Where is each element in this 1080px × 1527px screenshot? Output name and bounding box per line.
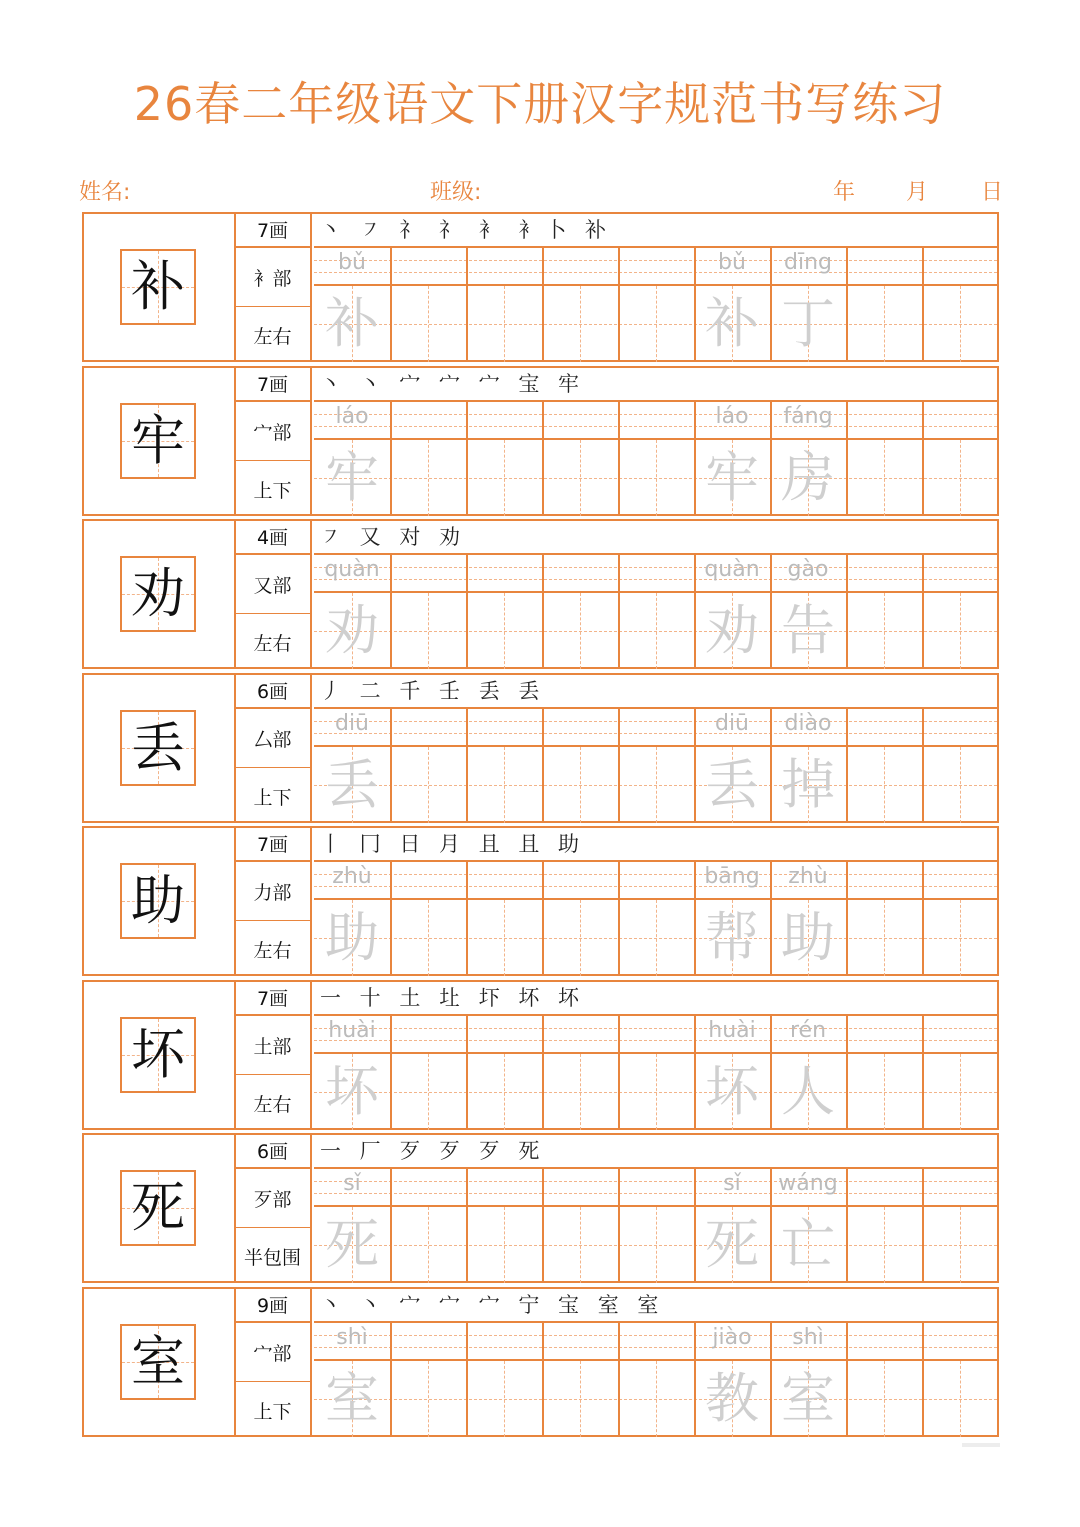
radical: 又部 (235, 555, 310, 614)
pinyin-label: dīng (784, 250, 832, 275)
grid-column-line (846, 402, 848, 516)
stroke-count: 7画 (235, 984, 310, 1016)
info-column (235, 1133, 312, 1283)
grid-dash-line (884, 900, 885, 976)
grid-dash-line (884, 1361, 885, 1437)
grid-dash-line (580, 593, 581, 669)
stroke-count: 9画 (235, 1291, 310, 1323)
grid-dash-line (960, 747, 961, 823)
year-label: 年 (833, 180, 856, 205)
stroke-count: 7画 (235, 830, 310, 862)
trace-character: 掉 (781, 752, 835, 816)
grid-column-line (390, 709, 392, 823)
structure: 上下 (253, 786, 292, 809)
trace-character: 劝 (325, 599, 379, 662)
stroke-order-row (314, 212, 997, 248)
pinyin-label: diào (784, 710, 832, 736)
grid-column-line (542, 555, 544, 669)
stroke-order-row (314, 980, 997, 1016)
practice-sheet (82, 211, 999, 1439)
pinyin-row (314, 709, 997, 747)
grid-dash-line (504, 900, 505, 976)
radical: 宀部 (235, 402, 310, 461)
structure: 上下 (253, 1400, 292, 1423)
grid-column-line (618, 402, 620, 516)
char-box (120, 710, 196, 786)
grid-dash-line (428, 1054, 429, 1130)
grid-column-line (618, 709, 620, 823)
pinyin-label: quàn (324, 557, 380, 582)
char-box (120, 1017, 196, 1093)
stroke-order: ㇇ 又 对 劝 (320, 525, 467, 549)
grid-dash-line (960, 286, 961, 362)
stroke-order-row (314, 1287, 997, 1323)
pinyin-label: rén (789, 1017, 827, 1043)
grid-column-line (542, 862, 544, 976)
main-character: 死 (131, 1176, 185, 1239)
char-box (120, 863, 196, 939)
pinyin-row (314, 402, 997, 440)
grid-column-line (542, 248, 544, 362)
trace-character: 死 (705, 1213, 759, 1276)
pinyin-label: jiào (712, 1324, 752, 1350)
stroke-count: 6画 (235, 1137, 310, 1169)
char-cell (82, 212, 236, 362)
pinyin-label: sǐ (343, 1171, 361, 1196)
pinyin-label: zhù (788, 864, 828, 889)
grid-dash-line (428, 286, 429, 362)
char-block (82, 672, 999, 826)
main-character: 丢 (131, 715, 185, 779)
info-column (235, 673, 312, 823)
char-block (82, 1286, 999, 1440)
char-cell (82, 519, 236, 669)
char-box (120, 556, 196, 632)
stroke-order: 丨 冂 日 月 且 且 助 (320, 832, 586, 856)
grid-dash-line (580, 747, 581, 823)
grid-column-line (390, 1016, 392, 1130)
stroke-order-row (314, 519, 997, 555)
grid-column-line (542, 709, 544, 823)
grid-column-line (846, 1169, 848, 1283)
char-box (120, 249, 196, 325)
trace-character: 人 (781, 1059, 835, 1123)
info-column (235, 212, 312, 362)
grid-column-line (466, 1016, 468, 1130)
grid-column-line (846, 555, 848, 669)
grid-column-line (922, 1323, 924, 1437)
grid-column-line (542, 1169, 544, 1283)
grid-dash-line (884, 593, 885, 669)
stroke-order: 一 厂 歹 歹 歹 死 (320, 1139, 546, 1163)
char-block (82, 825, 999, 979)
pinyin-label: sǐ (723, 1171, 741, 1196)
trace-character: 告 (781, 599, 835, 662)
pinyin-label: zhù (332, 864, 372, 889)
stroke-order-row (314, 366, 997, 402)
char-cell (82, 980, 236, 1130)
radical: 土部 (235, 1016, 310, 1075)
grid-dash-line (504, 1361, 505, 1437)
grid-dash-line (428, 440, 429, 516)
pinyin-row (314, 862, 997, 900)
grid-dash-line (656, 1361, 657, 1437)
page-mark (962, 1443, 1000, 1447)
pinyin-label: wáng (778, 1171, 838, 1196)
stroke-order: 一 十 土 圵 圷 坏 坏 (320, 985, 586, 1010)
grid-dash-line (428, 1361, 429, 1437)
pinyin-row (314, 1323, 997, 1361)
main-character: 坏 (131, 1022, 185, 1086)
pinyin-label: bāng (704, 864, 760, 889)
stroke-order-row (314, 826, 997, 862)
grid-column-line (618, 1169, 620, 1283)
pinyin-label: láo (335, 403, 369, 429)
radical: 衤部 (235, 248, 310, 307)
grid-column-line (922, 709, 924, 823)
grid-column-line (846, 1323, 848, 1437)
grid-dash-line (656, 286, 657, 362)
pinyin-label: fáng (783, 403, 833, 429)
grid-column-line (846, 709, 848, 823)
pinyin-row (314, 1016, 997, 1054)
stroke-order: 丿 二 千 壬 丢 丢 (320, 678, 546, 703)
grid-column-line (390, 1169, 392, 1283)
trace-character: 劝 (705, 599, 759, 662)
char-block (82, 518, 999, 672)
structure: 左右 (253, 940, 292, 962)
structure: 左右 (253, 1093, 292, 1116)
char-box (120, 1324, 196, 1400)
grid-dash-line (504, 440, 505, 516)
grid-dash-line (428, 593, 429, 669)
trace-character: 帮 (705, 906, 759, 969)
char-cell (82, 1287, 236, 1437)
stroke-count: 6画 (235, 677, 310, 709)
trace-character: 助 (325, 906, 379, 969)
stroke-order-row (314, 673, 997, 709)
grid-column-line (466, 555, 468, 669)
grid-column-line (922, 402, 924, 516)
grid-column-line (390, 248, 392, 362)
pinyin-label: diū (714, 710, 750, 736)
pinyin-row (314, 248, 997, 286)
grid-column-line (466, 402, 468, 516)
stroke-count: 4画 (235, 523, 310, 555)
radical: 厶部 (235, 709, 310, 768)
grid-column-line (390, 862, 392, 976)
trace-character: 补 (705, 292, 759, 355)
grid-dash-line (428, 900, 429, 976)
main-character: 室 (131, 1329, 185, 1393)
trace-character: 丁 (781, 292, 835, 355)
info-column (235, 519, 312, 669)
trace-character: 补 (325, 292, 379, 355)
grid-column-line (390, 1323, 392, 1437)
grid-dash-line (580, 1054, 581, 1130)
grid-dash-line (580, 286, 581, 362)
grid-column-line (542, 1323, 544, 1437)
trace-character: 丢 (325, 752, 379, 816)
grid-dash-line (580, 1361, 581, 1437)
info-column (235, 366, 312, 516)
grid-column-line (618, 1016, 620, 1130)
stroke-count: 7画 (235, 370, 310, 402)
grid-column-line (846, 862, 848, 976)
grid-column-line (390, 402, 392, 516)
pinyin-label: bǔ (718, 250, 746, 275)
month-label: 月 (906, 180, 929, 205)
grid-dash-line (960, 593, 961, 669)
grid-dash-line (656, 1207, 657, 1283)
char-cell (82, 673, 236, 823)
grid-dash-line (656, 593, 657, 669)
char-box (120, 403, 196, 479)
main-character: 助 (131, 869, 185, 932)
pinyin-label: shì (336, 1324, 368, 1350)
pinyin-label: huài (708, 1017, 756, 1043)
char-cell (82, 826, 236, 976)
grid-dash-line (884, 747, 885, 823)
grid-dash-line (884, 440, 885, 516)
info-column (235, 1287, 312, 1437)
stroke-order: 丶 丶 宀 宀 宀 宁 宝 室 室 (320, 1292, 665, 1317)
page-title: 26春二年级语文下册汉字规范书写练习 (133, 77, 947, 131)
grid-dash-line (884, 1207, 885, 1283)
day-label: 日 (981, 180, 1004, 205)
trace-character: 坏 (705, 1059, 759, 1123)
pinyin-label: bǔ (338, 250, 366, 275)
grid-dash-line (428, 1207, 429, 1283)
grid-dash-line (960, 1361, 961, 1437)
grid-dash-line (656, 1054, 657, 1130)
trace-character: 助 (781, 906, 835, 969)
main-character: 劝 (131, 562, 185, 625)
grid-column-line (618, 1323, 620, 1437)
grid-column-line (542, 1016, 544, 1130)
stroke-count: 7画 (235, 216, 310, 248)
grid-dash-line (960, 1054, 961, 1130)
grid-column-line (922, 862, 924, 976)
pinyin-label: shì (792, 1324, 824, 1350)
grid-column-line (466, 248, 468, 362)
trace-character: 房 (781, 445, 835, 509)
info-column (235, 826, 312, 976)
stroke-order: 丶 丶 宀 宀 宀 宝 牢 (320, 371, 586, 396)
grid-dash-line (504, 1054, 505, 1130)
grid-dash-line (656, 747, 657, 823)
grid-column-line (466, 1323, 468, 1437)
grid-column-line (542, 402, 544, 516)
structure: 左右 (253, 633, 292, 655)
pinyin-label: huài (328, 1017, 376, 1043)
grid-column-line (618, 248, 620, 362)
grid-column-line (618, 555, 620, 669)
pinyin-label: quàn (704, 557, 760, 582)
grid-dash-line (580, 900, 581, 976)
grid-dash-line (656, 900, 657, 976)
grid-column-line (618, 862, 620, 976)
char-cell (82, 1133, 236, 1283)
char-block (82, 365, 999, 519)
grid-column-line (466, 709, 468, 823)
char-block (82, 211, 999, 365)
pinyin-label: diū (334, 710, 370, 736)
char-box (120, 1170, 196, 1246)
structure: 半包围 (243, 1247, 301, 1269)
grid-column-line (846, 1016, 848, 1130)
grid-dash-line (884, 1054, 885, 1130)
char-cell (82, 366, 236, 516)
stroke-order: 丶 ㇇ 礻 礻 衤 衤卜 补 (320, 218, 613, 242)
pinyin-row (314, 1169, 997, 1207)
trace-character: 坏 (325, 1059, 379, 1123)
trace-character: 牢 (325, 445, 379, 509)
grid-dash-line (960, 440, 961, 516)
grid-column-line (466, 862, 468, 976)
grid-column-line (922, 1016, 924, 1130)
grid-column-line (922, 555, 924, 669)
grid-dash-line (960, 900, 961, 976)
trace-character: 室 (325, 1366, 379, 1430)
trace-character: 亡 (781, 1213, 835, 1276)
grid-column-line (846, 248, 848, 362)
name-label: 姓名: (79, 180, 131, 205)
grid-dash-line (580, 1207, 581, 1283)
grid-dash-line (656, 440, 657, 516)
info-column (235, 980, 312, 1130)
grid-dash-line (504, 286, 505, 362)
trace-character: 室 (781, 1366, 835, 1430)
radical: 歹部 (235, 1169, 310, 1228)
char-block (82, 1132, 999, 1286)
grid-column-line (922, 1169, 924, 1283)
char-block (82, 979, 999, 1133)
radical: 宀部 (235, 1323, 310, 1382)
grid-dash-line (960, 1207, 961, 1283)
grid-column-line (922, 248, 924, 362)
grid-dash-line (504, 747, 505, 823)
main-character: 补 (131, 255, 185, 318)
trace-character: 死 (325, 1213, 379, 1276)
stroke-order-row (314, 1133, 997, 1169)
main-character: 牢 (131, 408, 185, 472)
grid-column-line (466, 1169, 468, 1283)
structure: 上下 (253, 479, 292, 502)
trace-character: 丢 (705, 752, 759, 816)
trace-character: 牢 (705, 445, 759, 509)
pinyin-label: gào (787, 557, 829, 582)
grid-dash-line (884, 286, 885, 362)
class-label: 班级: (430, 180, 482, 205)
grid-dash-line (504, 593, 505, 669)
grid-column-line (390, 555, 392, 669)
structure: 左右 (253, 326, 292, 348)
radical: 力部 (235, 862, 310, 921)
grid-dash-line (504, 1207, 505, 1283)
pinyin-label: láo (715, 403, 749, 429)
grid-dash-line (580, 440, 581, 516)
pinyin-row (314, 555, 997, 593)
grid-dash-line (428, 747, 429, 823)
trace-character: 教 (705, 1366, 759, 1430)
